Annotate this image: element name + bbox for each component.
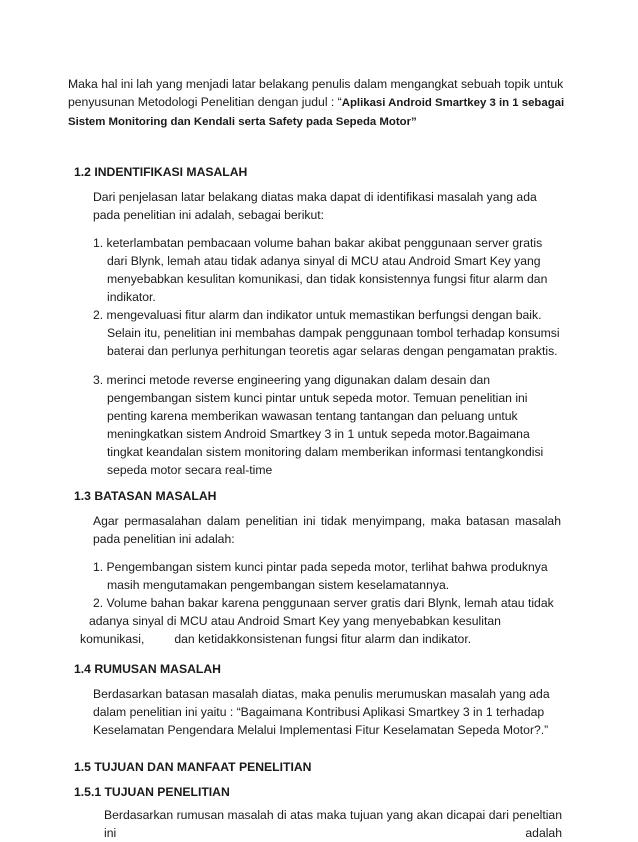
limitations-item-2-word: komunikasi, bbox=[80, 632, 145, 646]
identification-item-1 bbox=[93, 234, 563, 306]
limitations-item-1-text: 1. Pengembangan sistem kunci pintar pada sepeda motor, terlihat bahwa produknya masih mengutamakan pengembangan sistem keselamatannya. bbox=[93, 560, 548, 592]
identification-item-3 bbox=[93, 371, 563, 479]
limitations-item-2-line-3 bbox=[80, 630, 570, 648]
limitations-lead: Agar permasalahan dalam penelitian ini tidak menyimpang, maka batasan masalah pada penelitian ini adalah: bbox=[93, 514, 561, 546]
section-heading-objectives: 1.5 TUJUAN DAN MANFAAT PENELITIAN bbox=[74, 760, 312, 774]
limitations-item-2-rest: dan ketidakkonsistenan fungsi fitur alarm dan indikator. bbox=[174, 632, 472, 646]
objectives-text: Berdasarkan rumusan masalah di atas maka tujuan yang akan dicapai dari peneltian ini adalah bbox=[104, 808, 562, 840]
intro-text: Maka hal ini lah yang menjadi latar belakang penulis dalam mengangkat sebuah topik untuk penyusunan Metodologi Penelitian dengan judul : “ bbox=[68, 77, 564, 109]
section-heading-limitations: 1.3 BATASAN MASALAH bbox=[74, 489, 217, 503]
identification-item-1-text: 1. keterlambatan pembacaan volume bahan bakar akibat penggunaan server gratis dari Blynk, lemah atau tidak adanya sinyal di MCU atau Android Smart Key yang menyebabkan kesulitan komunikasi, dan tidak konsistennya fungsi fitur alarm dan indikator. bbox=[93, 236, 548, 304]
formulation-text: Berdasarkan batasan masalah diatas, maka penulis merumuskan masalah yang ada dalam penelitian ini yaitu : “Bagaimana Kontribusi Aplikasi Smartkey 3 in 1 terhadap Keselamatan Pengendara Melalui Implementasi Fitur Keselamatan Sepeda Motor?.” bbox=[93, 687, 550, 737]
section-heading-identification: 1.2 INDENTIFIKASI MASALAH bbox=[74, 165, 248, 179]
research-title: Aplikasi Android Smartkey 3 in 1 sebagai Sistem Monitoring dan Kendali serta Safety pada Sepeda Motor” bbox=[68, 97, 565, 128]
identification-item-3-text: 3. merinci metode reverse engineering yang digunakan dalam desain dan pengembangan sistem kunci pintar untuk sepeda motor. Temuan penelitian ini penting karena memberikan wawasan tentang tantangan dan peluang untuk meningkatkan sistem Android Smartkey 3 in 1 untuk sepeda motor.Bagaimana tingkat keandalan sistem monitoring dalam memberikan informasi tentangkondisi sepeda motor secara real-time bbox=[93, 373, 544, 477]
subsection-heading-research-objectives: 1.5.1 TUJUAN PENELITIAN bbox=[74, 785, 230, 799]
intro-paragraph bbox=[68, 75, 568, 131]
identification-item-2 bbox=[93, 306, 563, 360]
identification-item-2-text: 2. mengevaluasi fitur alarm dan indikator untuk memastikan berfungsi dengan baik. Selain itu, penelitian ini membahas dampak penggunaan tombol terhadap konsumsi baterai dan perlunya perhitungan teoretis agar selaras dengan pengamatan praktis. bbox=[93, 308, 560, 358]
limitations-item-2-line-1: 2. Volume bahan bakar karena penggunaan server gratis dari Blynk, lemah atau tidak bbox=[93, 596, 554, 610]
limitations-item-2-line-2: adanya sinyal di MCU atau Android Smart Key yang menyebabkan kesulitan bbox=[89, 614, 501, 628]
limitations-item-1 bbox=[93, 558, 563, 594]
section-heading-formulation: 1.4 RUMUSAN MASALAH bbox=[74, 662, 221, 676]
identification-lead: Dari penjelasan latar belakang diatas maka dapat di identifikasi masalah yang ada pada penelitian ini adalah, sebagai berikut: bbox=[93, 190, 537, 222]
